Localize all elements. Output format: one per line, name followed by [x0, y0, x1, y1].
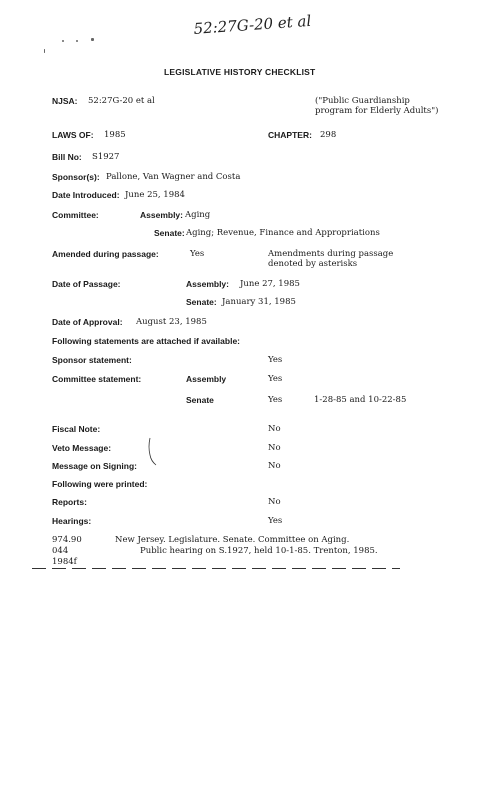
- committee-assembly-label: Assembly:: [140, 210, 183, 220]
- hearings-label: Hearings:: [52, 516, 92, 526]
- dash-segment: [332, 568, 346, 569]
- citation-line-2: Public hearing on S.1927, held 10-1-85. Trenton, 1985.: [140, 546, 378, 556]
- amended-note: Amendments during passage denoted by asterisks: [268, 249, 394, 269]
- dash-segment: [172, 568, 186, 569]
- committee-statement-assembly-label: Assembly: [186, 374, 227, 384]
- dash-segment: [292, 568, 306, 569]
- committee-label: Committee:: [52, 210, 99, 220]
- dash-segment: [312, 568, 326, 569]
- dash-segment: [52, 568, 66, 569]
- message-on-signing-label: Message on Signing:: [52, 461, 138, 471]
- fiscal-note-label: Fiscal Note:: [52, 424, 101, 434]
- chapter-label: CHAPTER:: [268, 130, 312, 140]
- call-number-3: 1984f: [52, 557, 77, 567]
- following-printed-heading: Following were printed:: [52, 479, 148, 489]
- passage-senate-value: January 31, 1985: [222, 297, 296, 307]
- committee-statement-senate-dates: 1-28-85 and 10-22-85: [314, 395, 407, 405]
- bill-no-value: S1927: [92, 152, 120, 162]
- passage-assembly-label: Assembly:: [186, 279, 229, 289]
- date-of-approval-value: August 23, 1985: [136, 317, 207, 327]
- dash-segment: [232, 568, 246, 569]
- hearings-value: Yes: [268, 516, 283, 526]
- dash-segment: [92, 568, 106, 569]
- fiscal-note-value: No: [268, 424, 281, 434]
- njsa-note: ("Public Guardianship program for Elderly Adults"): [315, 96, 439, 116]
- dash-segment: [192, 568, 206, 569]
- committee-statement-assembly-value: Yes: [268, 374, 283, 384]
- njsa-label: NJSA:: [52, 96, 78, 106]
- call-number-2: 044: [52, 546, 69, 556]
- dash-segment: [152, 568, 166, 569]
- sponsors-label: Sponsor(s):: [52, 172, 100, 182]
- call-number-1: 974.90: [52, 535, 82, 545]
- message-on-signing-value: No: [268, 461, 281, 471]
- njsa-value: 52:27G-20 et al: [88, 96, 155, 106]
- page-title: LEGISLATIVE HISTORY CHECKLIST: [164, 67, 316, 77]
- dash-segment: [392, 568, 400, 569]
- amended-value: Yes: [190, 249, 205, 259]
- dash-segment: [132, 568, 146, 569]
- dash-segment: [252, 568, 266, 569]
- veto-message-value: No: [268, 443, 281, 453]
- reports-label: Reports:: [52, 497, 87, 507]
- dash-segment: [212, 568, 226, 569]
- speck-mark: [62, 40, 64, 42]
- dash-segment: [372, 568, 386, 569]
- amended-label: Amended during passage:: [52, 249, 159, 259]
- bracket-mark: [147, 437, 159, 467]
- date-of-approval-label: Date of Approval:: [52, 317, 123, 327]
- passage-senate-label: Senate:: [186, 297, 217, 307]
- committee-statement-senate-value: Yes: [268, 395, 283, 405]
- dash-segment: [112, 568, 126, 569]
- dash-segment: [32, 568, 46, 569]
- citation-line-1: New Jersey. Legislature. Senate. Committee on Aging.: [115, 535, 350, 545]
- speck-mark: [76, 40, 78, 42]
- date-introduced-label: Date Introduced:: [52, 190, 120, 200]
- laws-of-label: LAWS OF:: [52, 130, 94, 140]
- speck-mark: [91, 38, 94, 41]
- committee-statement-label: Committee statement:: [52, 374, 142, 384]
- dash-segment: [352, 568, 366, 569]
- reports-value: No: [268, 497, 281, 507]
- committee-senate-label: Senate:: [154, 228, 185, 238]
- committee-statement-senate-label: Senate: [186, 395, 214, 405]
- sponsor-statement-value: Yes: [268, 355, 283, 365]
- veto-message-label: Veto Message:: [52, 443, 112, 453]
- dash-segment: [272, 568, 286, 569]
- speck-mark: [44, 49, 45, 53]
- bill-no-label: Bill No:: [52, 152, 82, 162]
- committee-assembly-value: Aging: [185, 210, 211, 220]
- committee-senate-value: Aging; Revenue, Finance and Appropriations: [186, 228, 380, 238]
- sponsors-value: Pallone, Van Wagner and Costa: [106, 172, 241, 182]
- handwritten-reference: 52:27G-20 et al: [193, 11, 312, 38]
- chapter-value: 298: [320, 130, 337, 140]
- dash-segment: [72, 568, 86, 569]
- laws-of-value: 1985: [104, 130, 126, 140]
- sponsor-statement-label: Sponsor statement:: [52, 355, 132, 365]
- date-of-passage-label: Date of Passage:: [52, 279, 121, 289]
- following-attached-heading: Following statements are attached if available:: [52, 336, 240, 346]
- passage-assembly-value: June 27, 1985: [240, 279, 300, 289]
- date-introduced-value: June 25, 1984: [125, 190, 185, 200]
